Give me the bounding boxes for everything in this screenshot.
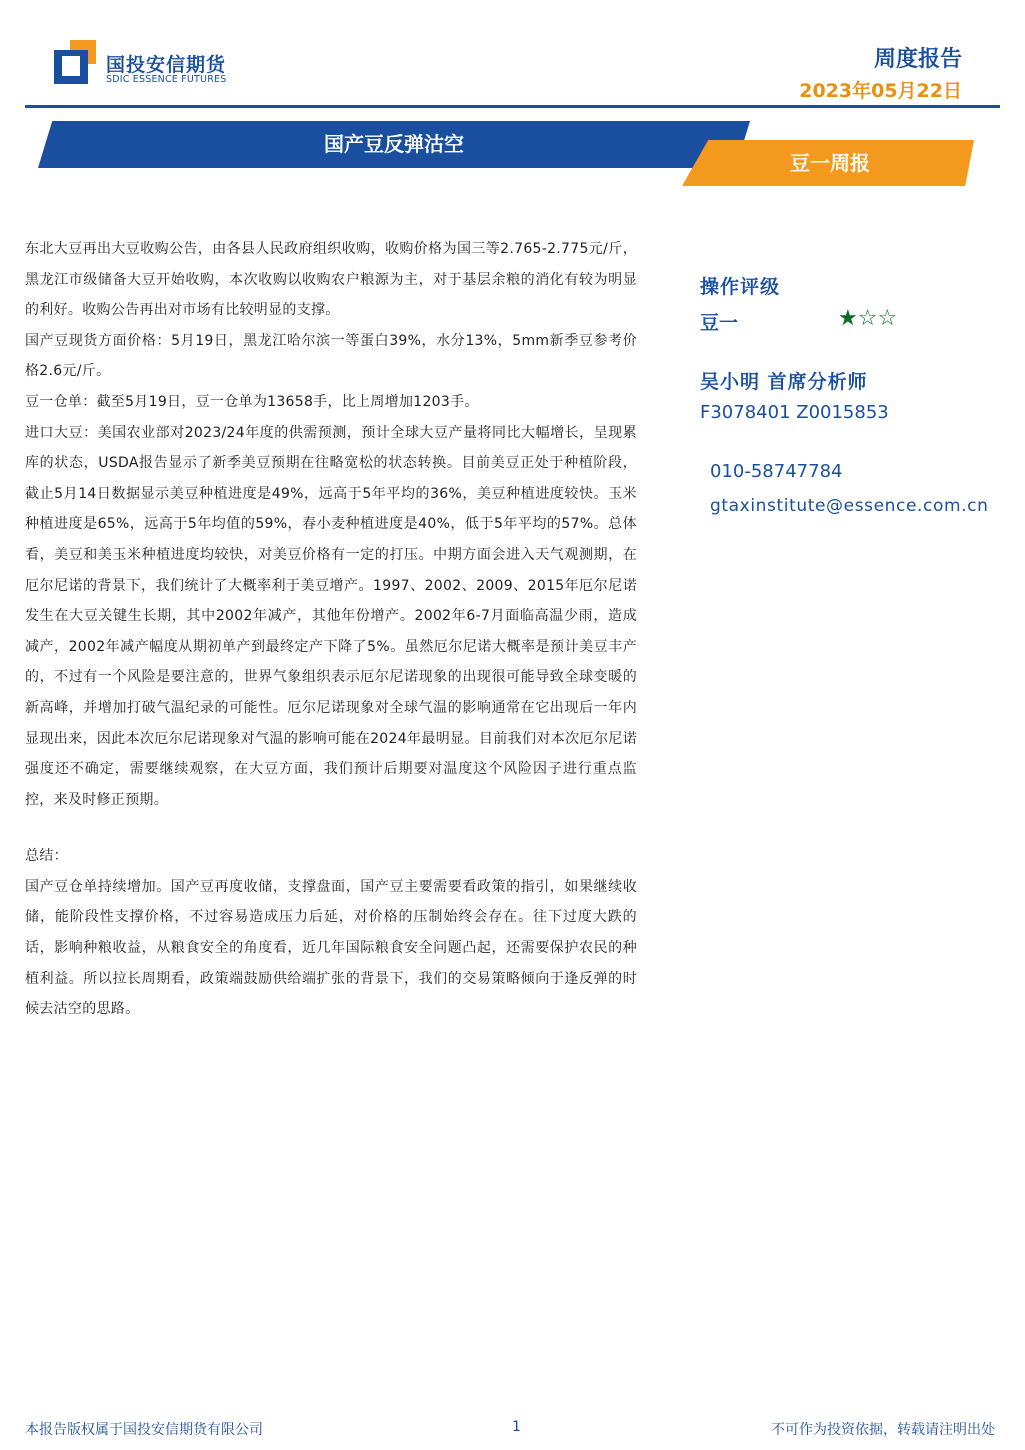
footer-disclaimer: 不可作为投资依据，转载请注明出处 xyxy=(771,1422,995,1438)
rating-label: 操作评级 xyxy=(700,276,781,298)
rating-stars xyxy=(838,306,897,331)
analyst-license-ids: F3078401 Z0015853 xyxy=(700,402,889,423)
company-logo xyxy=(54,40,244,90)
header-divider xyxy=(25,105,1000,108)
paragraph-spot-price: 国产豆现货方面价格：5月19日，黑龙江哈尔滨一等蛋白39%，水分13%，5mm新季豆参考价格2.6元/斤。 xyxy=(25,332,637,380)
summary-heading: 总结： xyxy=(25,848,68,865)
page-number: 1 xyxy=(512,1419,521,1435)
logo-mark-icon xyxy=(54,40,98,84)
logo-chinese-name: 国投安信期货 xyxy=(106,54,227,76)
logo-english-name: SDIC ESSENCE FUTURES xyxy=(106,74,227,85)
analyst-name: 吴小明 首席分析师 xyxy=(700,371,868,393)
paragraph-procurement: 东北大豆再出大豆收购公告，由各县人民政府组织收购，收购价格为国三等2.765-2.775元/斤，黑龙江市级储备大豆开始收购，本次收购以收购农户粮源为主，对于基层余粮的消化有较为明显的利好。收购公告再出对市场有比较明显的支撑。 xyxy=(25,241,637,319)
contact-email[interactable]: gtaxinstitute@essence.com.cn xyxy=(710,496,989,516)
footer-copyright: 本报告版权属于国投安信期货有限公司 xyxy=(25,1422,263,1438)
report-title: 国产豆反弹沽空 xyxy=(324,132,464,156)
report-date: 2023年05月22日 xyxy=(799,80,962,102)
paragraph-warehouse-receipts: 豆一仓单：截至5月19日，豆一仓单为13658手，比上周增加1203手。 xyxy=(25,393,479,410)
paragraph-imported-soybeans: 进口大豆：美国农业部对2023/24年度的供需预测，预计全球大豆产量将同比大幅增长，呈现累库的状态，USDA报告显示了新季美豆预期在往略宽松的状态转换。目前美豆正处于种植阶段，截止5月14日数据显示美豆种植进度是49%，远高于5年平均的36%，美豆种植进度较快。玉米种植进度是65%，远高于5年均值的59%，春小麦种植进度是40%，低于5年平均的57%。总体看，美豆和美玉米种植进度均较快，对美豆价格有一定的打压。中期方面会进入天气观测期，在厄尔尼诺的背景下，我们统计了大概率利于美豆增产。1997、2002、2009、2015年厄尔尼诺发生在大豆关键生长期，其中2002年减产，其他年份增产。2002年6-7月面临高温少雨，造成减产，2002年减产幅度从期初单产到最终定产下降了5%。虽然厄尔尼诺大概率是预计美豆丰产的，不过有一个风险是要注意的，世界气象组织表示厄尔尼诺现象的出现很可能导致全球变暖的新高峰，并增加打破气温纪录的可能性。厄尔尼诺现象对全球气温的影响通常在它出现后一年内显现出来，因此本次厄尔尼诺现象对气温的影响可能在2024年最明显。目前我们对本次厄尔尼诺强度还不确定，需要继续观察，在大豆方面，我们预计后期要对温度这个风险因子进行重点监控，来及时修正预期。 xyxy=(25,424,637,808)
contact-phone: 010-58747784 xyxy=(710,461,843,482)
report-tag: 豆一周报 xyxy=(790,151,870,175)
rated-product: 豆一 xyxy=(700,312,739,334)
summary-paragraph: 国产豆仓单持续增加。国产豆再度收储，支撑盘面，国产豆主要需要看政策的指引，如果继续收储，能阶段性支撑价格，不过容易造成压力后延，对价格的压制始终会存在。往下过度大跌的话，影响种粮收益，从粮食安全的角度看，近几年国际粮食安全问题凸起，还需要保护农民的种植利益。所以拉长周期看，政策端鼓励供给端扩张的背景下，我们的交易策略倾向于逢反弹的时候去沽空的思路。 xyxy=(25,878,637,1018)
star-empty-icon: ☆☆ xyxy=(857,306,898,331)
report-type: 周度报告 xyxy=(873,47,962,72)
report-body xyxy=(25,234,637,1025)
star-filled-icon: ★ xyxy=(838,306,858,331)
